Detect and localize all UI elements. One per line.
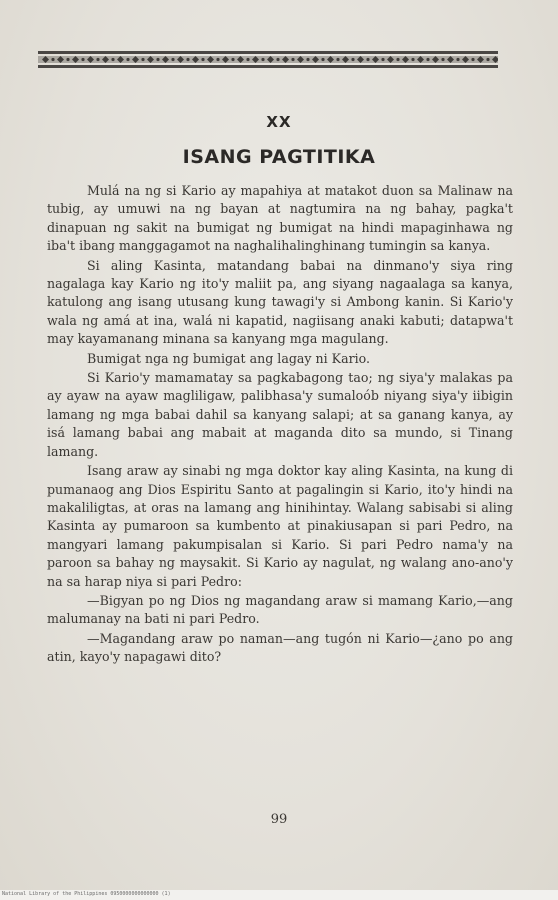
ornament-dot xyxy=(321,58,324,61)
ornament-dot xyxy=(411,58,414,61)
paragraph-4: Si Kario'y mamamatay sa pagkabagong tao; ng siya'y malakas pa ay ayaw na ayaw magliligaw, palibhasa'y sumaloób niyang siya'y iibigin lamang ng mga babai dahil sa kanyang salapi; at sa ganang kanya, ay isá lamang babai ang mabait at maganda dito sa mundo, si Tinang lamang. xyxy=(47,370,513,459)
ornament-dot xyxy=(186,58,189,61)
ornament-dot xyxy=(351,58,354,61)
chapter-title: ISANG PAGTITIKA xyxy=(182,146,376,168)
ornament-dot xyxy=(381,58,384,61)
ornament-dot xyxy=(486,58,489,61)
paragraph-3: Bumigat nga ng bumigat ang lagay ni Kario. xyxy=(87,350,370,366)
ornament-dot xyxy=(291,58,294,61)
ornament-dot xyxy=(366,58,369,61)
ornament-dot xyxy=(456,58,459,61)
ornament-dot xyxy=(441,58,444,61)
ornament-dot xyxy=(111,58,114,61)
decorative-border-ornament xyxy=(38,48,498,70)
ornament-dot xyxy=(51,58,54,61)
ornament-dot xyxy=(231,58,234,61)
ornament-dot xyxy=(171,58,174,61)
body-text xyxy=(47,182,513,668)
ornament-dot xyxy=(471,58,474,61)
ornament-dot xyxy=(396,58,399,61)
ornament-dot xyxy=(81,58,84,61)
ornament-dot xyxy=(216,58,219,61)
ornament-dot xyxy=(126,58,129,61)
chapter-number: XX xyxy=(266,113,292,131)
ornament-dot xyxy=(96,58,99,61)
ornament-dot xyxy=(141,58,144,61)
ornament-dot xyxy=(276,58,279,61)
ornament-dot xyxy=(306,58,309,61)
paragraph-7: —Magandang araw po naman—ang tugón ni Kario—¿ano po ang atin, kayo'y napagawi dito? xyxy=(47,630,513,665)
ornament-dot xyxy=(66,58,69,61)
page-number: 99 xyxy=(270,812,288,827)
ornament-dot xyxy=(246,58,249,61)
paragraph-2: Si aling Kasinta, matandang babai na dinmano'y siya ring nagalaga kay Kario ng ito'y maliit pa, ang siyang nagaalaga sa kanya, katulong ang isang utusang kung tawagi'y si Ambong kanin. Si Kario'y wala ng amá at ina, walá ni kapatid, nagiisang anaki kabuti; datapwa't may kayamanang minana sa kanyang mga magulang. xyxy=(47,257,513,347)
ornament-dot xyxy=(156,58,159,61)
ornament-dot xyxy=(261,58,264,61)
footer-watermark-text: National Library of the Philippines 0950000000000000 (1) xyxy=(2,891,171,897)
paragraph-1: Mulá na ng si Kario ay mapahiya at matakot duon sa Malinaw na tubig, ay umuwi na ng bayan at nagtumira na ng bahay, pagka't dinapuan ng sakit na bumigat ng bumigat na hindi mapaginhawa ng iba't ibang manggagamot na naghalihalinghinang tumingin sa kanya. xyxy=(47,183,513,254)
ornament-dot xyxy=(201,58,204,61)
paragraph-6: —Bigyan po ng Dios ng magandang araw si mamang Kario,—ang malumanay na bati ni pari Pedro. xyxy=(47,592,513,627)
ornament-dot xyxy=(336,58,339,61)
ornament-dot xyxy=(426,58,429,61)
paragraph-5: Isang araw ay sinabi ng mga doktor kay aling Kasinta, na kung di pumanaog ang Dios Espiritu Santo at pagalingin si Kario, ito'y hindi na makaliligtas, at oras na lamang ang hinihintay. Walang sabisabi si aling Kasinta ay pumaroon sa kumbento at pinakiusapan si pari Pedro, na mangyari lamang pakumpisalan si Kario. Si pari Pedro nama'y na paroon sa bahay ng maysakit. Si Kario ay nagulat, ng walang ano-ano'y na sa harap niya si pari Pedro: xyxy=(47,463,513,589)
